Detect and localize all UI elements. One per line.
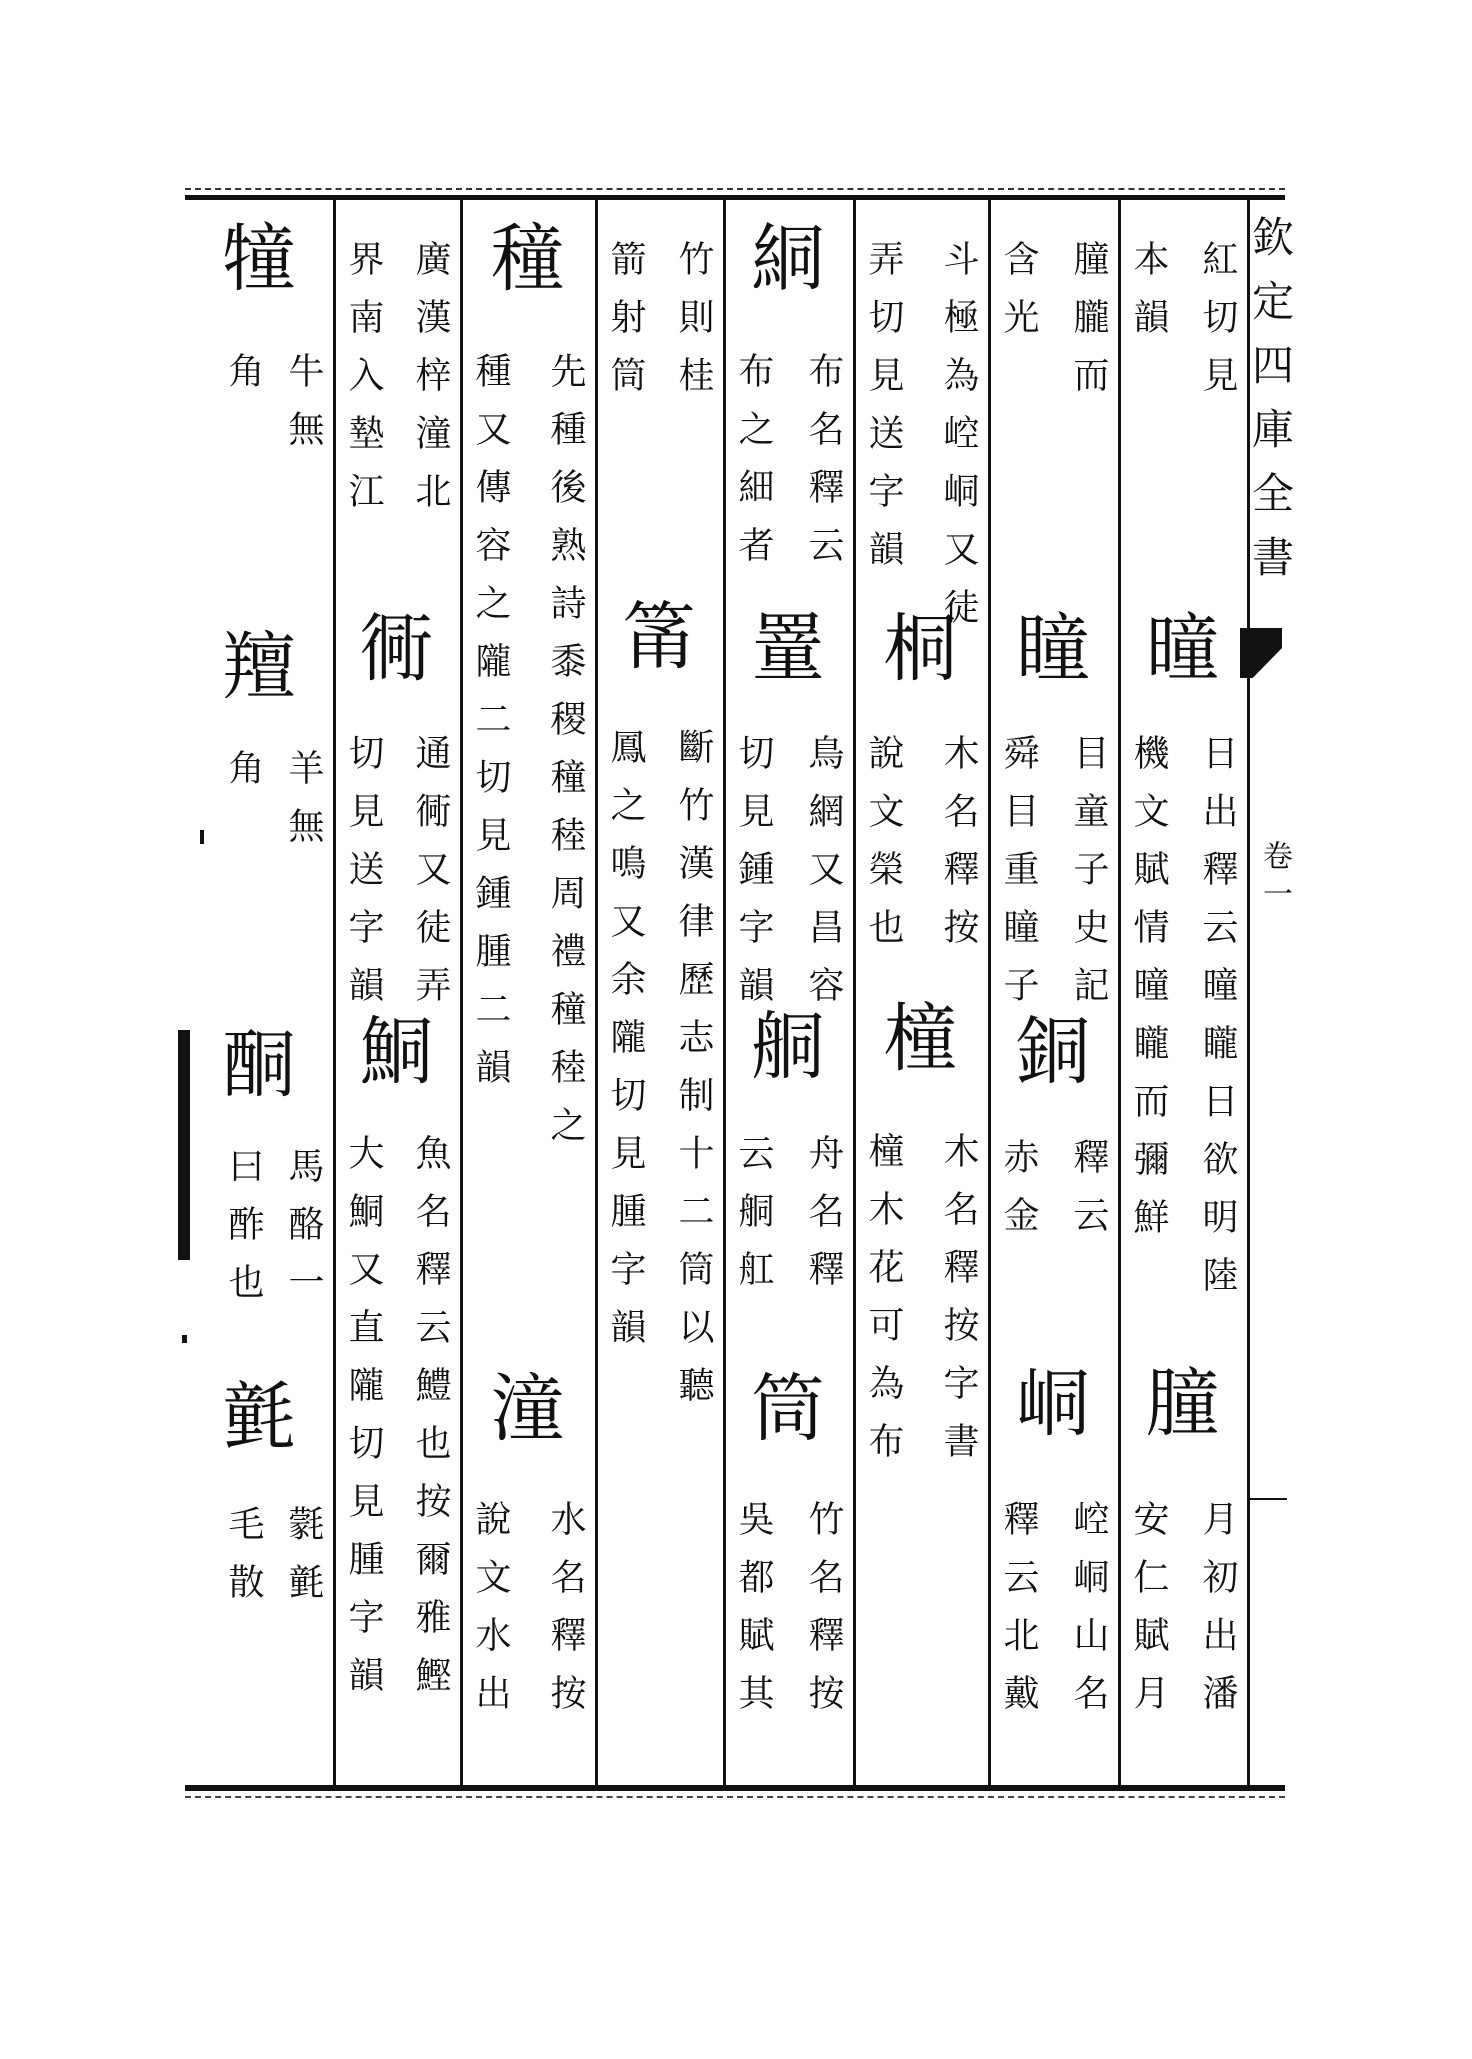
headword: 朣 [1145,1361,1220,1447]
continuation-text: 本韻 [1128,240,1169,356]
annotation: 釋云 [1068,1138,1109,1254]
annotation: 吳都賦其 [733,1500,774,1732]
headword: 犝 [222,216,296,302]
annotation: 日出釋云曈矓日欲明陸 [1197,734,1238,1314]
annotation: 釋云北戴 [998,1500,1039,1732]
annotation: 布名釋云 [803,352,844,584]
continuation-text: 紅切見 [1197,240,1238,414]
annotation: 牛無 [283,352,324,468]
annotation: 馬酪一 [283,1147,324,1321]
annotation: 赤金 [998,1138,1039,1254]
annotation: 角 [223,749,264,807]
annotation: 曰酢也 [223,1147,264,1321]
text-column [333,0,460,2059]
annotation: 安仁賦月 [1128,1500,1169,1732]
continuation-text: 斗極為崆峒又徒 [938,240,979,646]
headword: 鮦 [359,1009,434,1095]
headword: 穜 [490,216,565,302]
headword: 潼 [490,1366,565,1452]
headword: 筩 [622,594,696,680]
text-column [1118,0,1247,2059]
text-column [853,0,988,2059]
annotation: 大鮦又直隴切見腫字韻 [343,1134,384,1714]
continuation-text: 朣朧而 [1068,240,1109,414]
annotation: 橦木花可為布 [863,1132,904,1480]
annotation: 鳥網又昌容 [803,734,844,1024]
annotation: 角 [223,352,264,410]
scan-artifact [182,1335,187,1343]
margin-rule [1247,1498,1287,1500]
scan-artifact [178,1030,190,1260]
headword: 酮 [222,1022,296,1108]
headword: 曈 [1145,606,1220,692]
annotation: 目童子史記 [1068,734,1109,1024]
continuation-text: 含光 [998,240,1039,356]
headword: 峒 [1016,1361,1090,1447]
continuation-text: 廣漢梓潼北 [410,240,451,530]
continuation-text: 竹則桂 [673,240,714,414]
annotation: 魚名釋云鱧也按爾雅鰹 [410,1134,451,1714]
annotation: 切見鍾字韻 [733,734,774,1024]
annotation: 羊無 [283,749,324,865]
headword: 罿 [751,606,825,692]
annotation: 切見送字韻 [343,734,384,1024]
annotation: 木名釋按字書 [938,1132,979,1480]
text-column [595,0,723,2059]
annotation: 水名釋按 [545,1500,586,1732]
annotation: 先種後熟詩黍稷穜稑周禮穜稑之 [545,352,586,1164]
annotation: 舟名釋 [803,1134,844,1308]
annotation: 說文榮也 [863,734,904,966]
annotation: 布之細者 [733,352,774,584]
headword: 銅 [1016,1009,1090,1095]
headword: 橦 [883,996,958,1082]
continuation-text: 弄切見送字韻 [863,240,904,588]
annotation: 舜目重瞳子 [998,734,1039,1024]
headword: 衕 [359,606,434,692]
annotation: 云𦨴舡 [733,1134,774,1308]
headword: 絧 [751,216,825,302]
scan-artifact [200,830,204,844]
continuation-text: 界南入墊江 [343,240,384,530]
headword: 瞳 [1016,606,1090,692]
annotation: 種又傳容之隴二切見鍾腫二韻 [470,352,511,1106]
continuation-text: 箭射筒 [605,240,646,414]
headword: 筒 [751,1366,825,1452]
headword: 𦨴 [751,1004,825,1090]
annotation: 木名釋按 [938,734,979,966]
annotation: 月初出潘 [1197,1500,1238,1732]
volume-label: 卷一 [1257,840,1292,916]
annotation: 毛散 [223,1505,264,1621]
text-column [723,0,853,2059]
annotation: 說文水出 [470,1500,511,1732]
annotation: 機文賦情曈矓而彌鮮 [1128,734,1169,1256]
headword: 氃 [222,1374,296,1460]
headword: 羶 [222,624,296,710]
annotation: 斷竹漢律歷志制十二筒以聽 [673,728,714,1424]
annotation: 通衕又徒弄 [410,734,451,1024]
annotation: 崆峒山名 [1068,1500,1109,1732]
text-column [460,0,595,2059]
text-column [988,0,1118,2059]
headword: 桐 [883,606,958,692]
annotation: 氋氃 [283,1505,324,1621]
text-column [185,0,333,2059]
annotation: 竹名釋按 [803,1500,844,1732]
book-title: 欽定四庫全書 [1246,215,1295,599]
annotation: 鳳之鳴又余隴切見腫字韻 [605,728,646,1366]
